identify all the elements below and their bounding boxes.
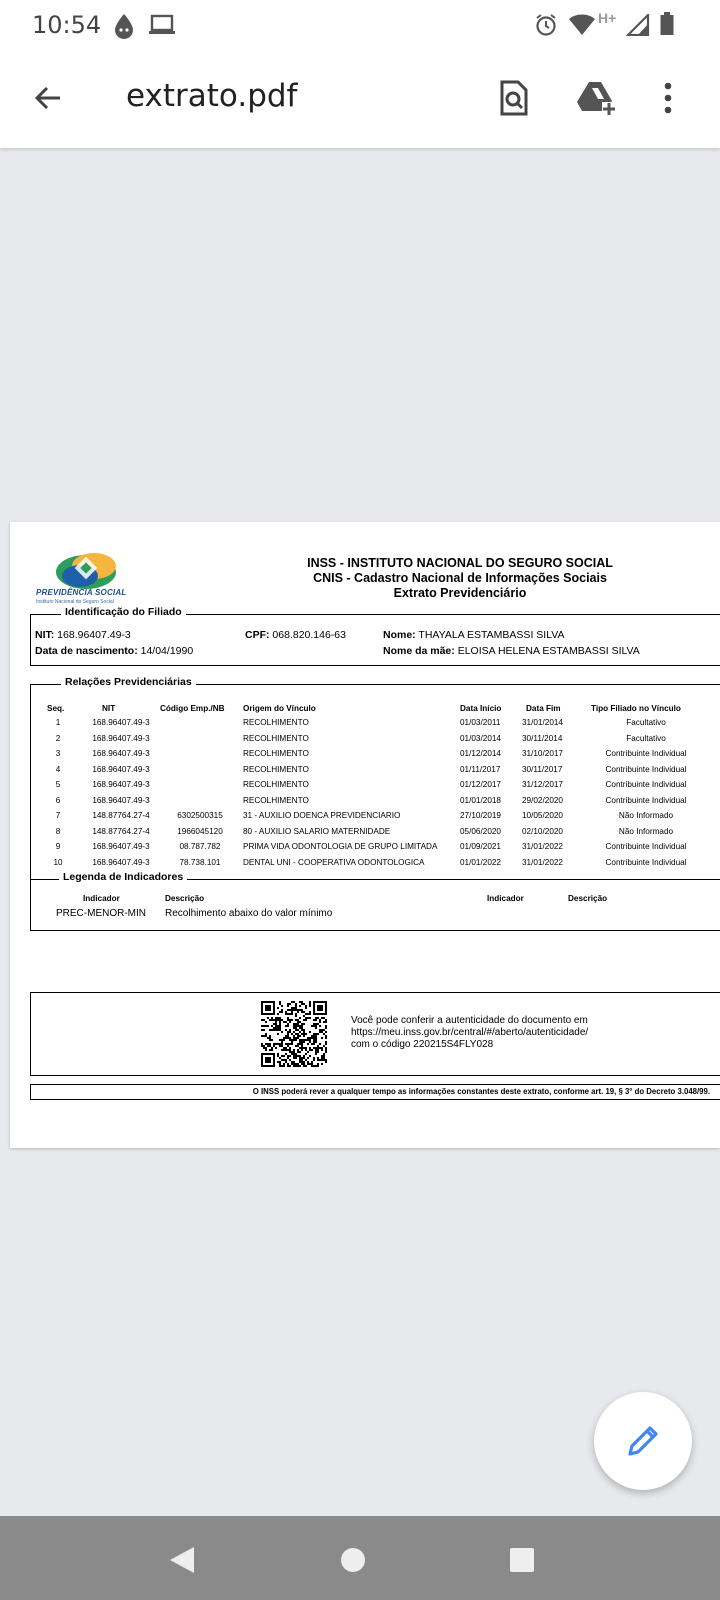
col-codigo: Código Emp./NB: [160, 704, 225, 713]
table-cell: Não Informado: [618, 811, 674, 820]
app-bar: [0, 52, 720, 148]
relacoes-section-title: Relações Previdenciárias: [61, 676, 196, 688]
add-to-drive-button[interactable]: [572, 74, 620, 122]
document-header: [230, 556, 690, 601]
table-cell: Facultativo: [626, 718, 666, 727]
nav-home-icon: [339, 1546, 367, 1574]
wifi-icon: [568, 14, 596, 41]
auth-line-1: Você pode conferir a autenticidade do documento em: [351, 1015, 588, 1026]
table-cell: 6302500315: [177, 811, 223, 820]
table-cell: Contribuinte Individual: [605, 764, 687, 774]
table-cell: RECOLHIMENTO: [243, 795, 309, 805]
table-row: [30, 765, 720, 780]
table-cell: 31/01/2022: [522, 857, 563, 867]
table-cell: Contribuinte Individual: [605, 842, 687, 851]
footer-note: O INSS poderá rever a qualquer tempo as informações constantes deste extrato, conforme art. 19, § 3° do Decreto 3.048/99.: [252, 1087, 710, 1096]
nav-recents-icon: [508, 1546, 536, 1574]
nav-back-icon: [168, 1545, 196, 1575]
table-cell: 168.96407.49-3: [92, 733, 150, 743]
legenda-section-title: Legenda de Indicadores: [59, 871, 187, 883]
more-options-button[interactable]: [644, 74, 692, 122]
table-cell: 3: [55, 749, 61, 758]
table-cell: 31/12/2017: [522, 780, 563, 789]
cpf-field: CPF: 068.820.146-63: [245, 629, 346, 641]
table-cell: 168.96407.49-3: [92, 718, 150, 727]
auth-line-3: com o código 220215S4FLY028: [351, 1039, 494, 1050]
nascimento-field: Data de nascimento: 14/04/1990: [35, 645, 194, 657]
table-cell: 5: [55, 780, 61, 789]
alarm-icon: [534, 13, 558, 42]
table-cell: Contribuinte Individual: [605, 749, 687, 758]
table-cell: Facultativo: [626, 733, 666, 743]
table-cell: 148.87764.27-4: [92, 826, 150, 836]
more-vert-icon: [663, 82, 673, 114]
table-cell: 01/09/2021: [460, 842, 501, 851]
header-line-1: INSS - INSTITUTO NACIONAL DO SEGURO SOCIAL: [307, 556, 613, 570]
edit-fab-button[interactable]: [594, 1392, 692, 1490]
table-cell: 148.87764.27-4: [92, 811, 150, 820]
qr-code-icon[interactable]: [261, 1001, 327, 1067]
table-cell: 31/01/2022: [522, 842, 563, 851]
legenda-col-descricao: Descrição: [165, 894, 205, 903]
table-cell: 30/11/2017: [522, 764, 563, 774]
table-cell: RECOLHIMENTO: [243, 749, 309, 758]
table-cell: 05/06/2020: [460, 826, 501, 836]
table-cell: PRIMA VIDA ODONTOLOGIA DE GRUPO LIMITADA: [243, 842, 438, 851]
table-cell: 168.96407.49-3: [92, 795, 150, 805]
table-cell: RECOLHIMENTO: [243, 718, 309, 727]
legenda-col-descricao-2: Descrição: [568, 894, 608, 903]
table-cell: 01/12/2017: [460, 780, 501, 789]
table-cell: Não Informado: [618, 826, 674, 836]
table-cell: 168.96407.49-3: [92, 857, 150, 867]
col-tipo-filiado: Tipo Filiado no Vínculo: [591, 704, 681, 713]
table-cell: 4: [55, 764, 61, 774]
legenda-col-indicador-2: Indicador: [487, 894, 524, 903]
table-cell: 01/01/2018: [460, 795, 501, 805]
add-to-drive-icon: [576, 80, 616, 116]
laptop-icon: [148, 14, 176, 41]
ident-section-title: Identificação do Filiado: [61, 606, 186, 618]
nav-back-button[interactable]: [160, 1538, 204, 1582]
table-cell: 31 - AUXILIO DOENCA PREVIDENCIARIO: [243, 811, 401, 820]
table-row: [30, 718, 720, 733]
table-cell: 08.787.782: [179, 842, 221, 851]
header-line-3: Extrato Previdenciário: [393, 586, 527, 600]
table-header: [30, 704, 720, 719]
table-cell: RECOLHIMENTO: [243, 780, 309, 789]
footer-note-box: [30, 1084, 720, 1100]
back-button[interactable]: [24, 74, 72, 122]
table-cell: 01/01/2022: [460, 857, 501, 867]
edit-pencil-icon: [625, 1423, 661, 1459]
table-cell: 9: [55, 842, 61, 851]
arrow-back-icon: [33, 83, 63, 113]
table-cell: 168.96407.49-3: [92, 842, 150, 851]
table-cell: Contribuinte Individual: [605, 857, 687, 867]
table-cell: 27/10/2019: [460, 811, 501, 820]
table-cell: 29/02/2020: [522, 795, 563, 805]
battery-icon: [660, 12, 674, 41]
table-cell: RECOLHIMENTO: [243, 764, 309, 774]
auth-line-2: https://meu.inss.gov.br/central/#/aberto/autenticidade/: [351, 1027, 589, 1038]
file-title: extrato.pdf: [126, 78, 298, 114]
table-cell: 02/10/2020: [522, 826, 563, 836]
table-cell: Contribuinte Individual: [605, 795, 687, 805]
find-in-page-button[interactable]: [490, 74, 538, 122]
table-row: [30, 827, 720, 842]
network-type: H+: [598, 10, 617, 26]
table-cell: 168.96407.49-3: [92, 749, 150, 758]
table-cell: 01/03/2014: [460, 733, 501, 743]
pdf-page[interactable]: [10, 522, 720, 1148]
authenticity-text: [351, 1015, 588, 1051]
table-row: [30, 734, 720, 749]
nav-home-button[interactable]: [331, 1538, 375, 1582]
col-data-inicio: Data Início: [460, 704, 502, 713]
legenda-indicador: PREC-MENOR-MIN: [56, 908, 146, 919]
ident-section: [30, 606, 720, 666]
data-saver-icon: [112, 12, 136, 45]
signal-icon: [626, 14, 650, 41]
table-cell: 8: [55, 826, 61, 836]
table-cell: 01/03/2011: [460, 718, 501, 727]
status-bar: [0, 0, 720, 52]
col-seq: Seq.: [47, 704, 65, 713]
status-time: 10:54: [32, 11, 102, 39]
table-cell: 80 - AUXILIO SALARIO MATERNIDADE: [243, 826, 391, 836]
table-cell: 168.96407.49-3: [92, 780, 150, 789]
nit-field: NIT: 168.96407.49-3: [35, 629, 131, 641]
find-in-page-icon: [499, 80, 529, 116]
nav-recents-button[interactable]: [500, 1538, 544, 1582]
table-row: [30, 749, 720, 764]
legenda-descricao: Recolhimento abaixo do valor mínimo: [165, 908, 333, 919]
table-cell: 10/05/2020: [522, 811, 563, 820]
legenda-section: [30, 871, 720, 931]
table-cell: 1: [55, 718, 61, 727]
col-nit: NIT: [102, 704, 116, 713]
authenticity-box: [30, 992, 720, 1076]
nome-field: Nome: THAYALA ESTAMBASSI SILVA: [383, 629, 565, 641]
table-row: [30, 796, 720, 811]
logo-subtext: Instituto Nacional do Seguro Social: [36, 599, 114, 605]
legenda-col-indicador: Indicador: [83, 894, 120, 903]
table-cell: DENTAL UNI - COOPERATIVA ODONTOLOGICA: [243, 857, 425, 867]
nome-mae-field: Nome da mãe: ELOISA HELENA ESTAMBASSI SILVA: [383, 645, 640, 657]
col-data-fim: Data Fim: [526, 704, 561, 713]
table-cell: 78.738.101: [179, 857, 221, 867]
table-cell: 31/10/2017: [522, 749, 563, 758]
table-cell: 2: [55, 733, 61, 743]
system-nav-bar: [0, 1516, 720, 1600]
table-cell: 10: [53, 857, 63, 867]
table-cell: 31/01/2014: [522, 718, 563, 727]
logo-text: PREVIDÊNCIA SOCIAL: [36, 588, 127, 597]
table-cell: 01/11/2017: [460, 764, 501, 774]
table-row: [30, 811, 720, 826]
table-row: [30, 780, 720, 795]
table-cell: 30/11/2014: [522, 733, 563, 743]
col-origem: Origem do Vínculo: [243, 704, 316, 713]
header-line-2: CNIS - Cadastro Nacional de Informações Sociais: [313, 571, 607, 585]
table-row: [30, 842, 720, 857]
table-cell: Contribuinte Individual: [605, 780, 687, 789]
table-cell: 6: [55, 795, 61, 805]
table-cell: 168.96407.49-3: [92, 764, 150, 774]
table-cell: 7: [55, 811, 61, 820]
table-cell: 1966045120: [177, 826, 223, 836]
table-cell: RECOLHIMENTO: [243, 733, 309, 743]
table-cell: 01/12/2014: [460, 749, 501, 758]
